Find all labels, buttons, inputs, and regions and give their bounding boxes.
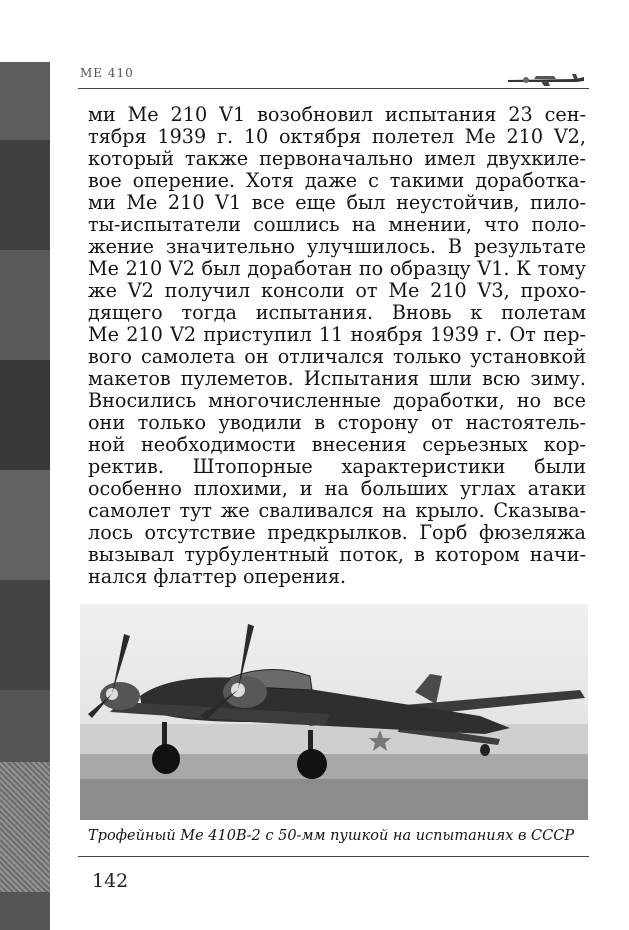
text-line: вое оперение. Хотя даже с такими доработка- [88, 170, 586, 192]
aircraft-silhouette-icon [506, 70, 586, 88]
edge-tab-strip [0, 62, 50, 930]
photo-caption: Трофейный Ме 410В-2 с 50-мм пушкой на испытаниях в СССР [88, 828, 575, 844]
text-line: же V2 получил консоли от Ме 210 V3, прохо- [88, 280, 586, 302]
text-line: ректив. Штопорные характеристики были [88, 456, 586, 478]
footer-rule [78, 856, 589, 857]
text-line: вызывал турбулентный поток, в котором начи- [88, 544, 586, 566]
text-line: лось отсутствие предкрылков. Горб фюзеляжа [88, 522, 586, 544]
aircraft-photo [80, 604, 588, 820]
text-line: самолет тут же сваливался на крыло. Сказыва- [88, 500, 586, 522]
text-line: особенно плохими, и на больших углах атаки [88, 478, 586, 500]
text-line: жение значительно улучшилось. В результате [88, 236, 586, 258]
text-line: дящего тогда испытания. Вновь к полетам [88, 302, 586, 324]
page-number: 142 [92, 870, 129, 892]
text-line: который также первоначально имел двухкиле- [88, 148, 586, 170]
text-line: нался флаттер оперения. [88, 566, 347, 588]
text-line: Ме 210 V2 приступил 11 ноября 1939 г. От пер- [88, 324, 586, 346]
header-rule [78, 88, 589, 89]
text-line: они только уводили в сторону от настоятель- [88, 412, 586, 434]
text-line: Вносились многочисленные доработки, но все [88, 390, 586, 412]
text-line: вого самолета он отличался только установкой [88, 346, 586, 368]
text-line: ми Ме 210 V1 возобновил испытания 23 сен- [88, 104, 586, 126]
text-line: макетов пулеметов. Испытания шли всю зиму. [88, 368, 586, 390]
aircraft-photo-icon [80, 604, 588, 820]
text-line: тября 1939 г. 10 октября полетел Ме 210 V2, [88, 126, 586, 148]
running-head: ME 410 [80, 66, 134, 80]
text-line: ты-испытатели сошлись на мнении, что поло- [88, 214, 586, 236]
body-text [88, 104, 586, 588]
text-line: ми Ме 210 V1 все еще был неустойчив, пило- [88, 192, 586, 214]
text-line: ной необходимости внесения серьезных кор- [88, 434, 586, 456]
text-line: Ме 210 V2 был доработан по образцу V1. К тому [88, 258, 586, 280]
